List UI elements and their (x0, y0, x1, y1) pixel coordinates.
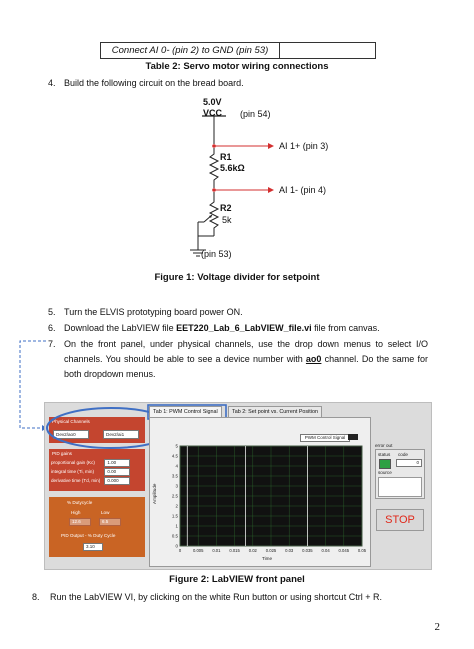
step-7-number: 7. (48, 339, 56, 349)
gain-row: integral time (Ti, min) 0.00 (51, 468, 130, 476)
gain-row: proportional gain (Kc) 1.00 (51, 459, 130, 467)
tab-setpoint-vs-position[interactable]: Tab 2: Set point vs. Current Position (228, 406, 322, 417)
y-tick-label: 3.5 (171, 473, 178, 479)
stop-button[interactable]: STOP (376, 509, 424, 531)
y-tick-label: 4 (175, 463, 178, 469)
table2-caption: Table 2: Servo motor wiring connections (145, 61, 329, 72)
status-label: status (378, 452, 391, 457)
ai-minus-label: AI 1- (pin 4) (279, 185, 327, 195)
dutycycle-box (49, 497, 145, 557)
high-value[interactable]: 12.6 (69, 518, 91, 526)
lab-filename: EET220_Lab_6_LabVIEW_file.vi (176, 323, 312, 333)
error-out-label: error out (375, 443, 393, 448)
x-tick-label: 0.045 (338, 548, 350, 553)
tab-pwm-control-signal[interactable]: Tab 1: PWM Control Signal (149, 406, 222, 417)
y-axis-label: Amplitude (152, 483, 157, 504)
step-number: 6. (48, 323, 56, 333)
gain-row: derivative time (Td, min) 0.000 (51, 477, 130, 485)
vcc-label: VCC (203, 108, 223, 118)
step-6 (48, 321, 380, 336)
physical-channels-label: Physical Channels (52, 419, 90, 424)
pid-output-value: 3.10 (83, 543, 103, 551)
step-8 (32, 590, 382, 605)
arrow-ai-plus (268, 143, 274, 149)
legend-label: PWM Control Signal (300, 434, 350, 442)
legend-swatch (348, 434, 358, 440)
channel-ao0: ao0 (305, 354, 322, 364)
y-tick-label: 5 (175, 444, 178, 449)
x-tick-label: 0.05 (357, 548, 366, 553)
proportional-gain-input[interactable]: 1.00 (104, 459, 130, 467)
y-tick-label: 0 (175, 543, 178, 549)
step-text: Build the following circuit on the bread board. (64, 78, 244, 88)
r2-value: 5k (222, 215, 232, 225)
source-label: source (378, 470, 392, 475)
step-number: 5. (48, 307, 56, 317)
y-tick-label: 3 (175, 483, 178, 489)
ai-plus-label: AI 1+ (pin 3) (279, 141, 329, 151)
graph-tab-content (149, 417, 371, 567)
r1-name: R1 (220, 152, 232, 162)
resistor-r1 (210, 148, 218, 188)
table-cell-connection: Connect AI 0- (pin 2) to GND (pin 53) (101, 43, 280, 58)
x-tick-label: 0.005 (192, 548, 204, 553)
pid-gains-box (49, 449, 145, 491)
step-7-text: On the front panel, under physical channels, use the drop down menus to select I/O channels. You should be able to see a device number with ao0 channel. Do the same for both dropdown menus. (64, 339, 428, 379)
y-tick-label: 2.5 (171, 493, 178, 499)
pin54-label: (pin 54) (240, 109, 271, 119)
x-tick-label: 0.025 (265, 548, 277, 553)
x-tick-label: 0.015 (229, 548, 240, 553)
y-tick-label: 4.5 (171, 453, 178, 459)
voltage-divider-circuit (176, 94, 346, 272)
code-value: 0 (396, 459, 422, 467)
pid-output-label: PID Output - % Duty Cycle (61, 533, 116, 538)
pid-gains-label: PID gains (52, 451, 72, 456)
y-tick-label: 1.5 (171, 513, 178, 519)
step-text: Run the LabVIEW VI, by clicking on the white Run button or using shortcut Ctrl + R. (50, 592, 382, 602)
channel-select-2[interactable]: Dev2/ai1 (103, 430, 139, 439)
r1-value: 5.6kΩ (220, 163, 245, 173)
y-tick-label: 1 (175, 523, 178, 529)
error-out-cluster (375, 443, 425, 499)
figure2-caption: Figure 2: LabVIEW front panel (169, 574, 305, 585)
dashed-pointer-arrow (14, 338, 48, 438)
table-cell-empty (280, 43, 375, 58)
step-4 (48, 76, 244, 91)
step-text-post: file from canvas. (311, 323, 380, 333)
low-value[interactable]: 6.5 (99, 518, 121, 526)
gnd-pin-label: (pin 53) (201, 249, 232, 259)
figure1-caption: Figure 1: Voltage divider for setpoint (154, 272, 320, 283)
low-label: Low (101, 510, 110, 515)
page-number: 2 (434, 621, 440, 633)
step-5 (48, 305, 243, 320)
labview-front-panel (44, 402, 432, 570)
step-number: 8. (32, 592, 40, 602)
x-tick-label: 0.02 (248, 548, 257, 553)
x-tick-label: 0.035 (302, 548, 313, 553)
pwm-graph (166, 444, 366, 556)
vcc-value: 5.0V (203, 97, 222, 107)
y-tick-label: 0.5 (171, 533, 178, 539)
integral-time-input[interactable]: 0.00 (104, 468, 130, 476)
high-label: High (71, 510, 81, 515)
status-indicator (379, 459, 391, 469)
x-axis-label: Time (262, 556, 273, 561)
r2-name: R2 (220, 203, 232, 213)
code-label: code (398, 452, 408, 457)
potentiometer-r2 (210, 192, 218, 234)
x-tick-label: 0.04 (321, 548, 330, 553)
source-field (378, 477, 422, 497)
dutycycle-label: % Dutycycle (67, 500, 93, 505)
x-tick-label: 0 (178, 548, 182, 553)
step-text: Turn the ELVIS prototyping board power ON. (64, 307, 243, 317)
arrow-ai-minus (268, 187, 274, 193)
channel-select-1[interactable]: Dev2/ao0 (53, 430, 89, 439)
x-tick-label: 0.01 (212, 548, 221, 553)
wiring-table-row (100, 42, 376, 59)
x-tick-label: 0.03 (285, 548, 294, 553)
step-text-pre: Download the LabVIEW file (64, 323, 177, 333)
step-number: 4. (48, 78, 56, 88)
derivative-time-input[interactable]: 0.000 (104, 477, 130, 485)
y-tick-label: 2 (175, 503, 178, 509)
